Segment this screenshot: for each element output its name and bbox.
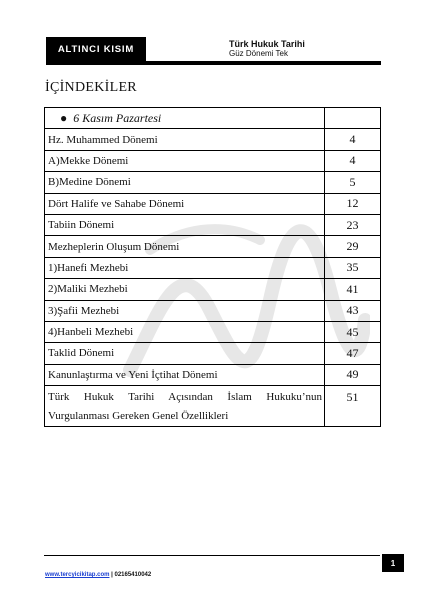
footer-phone: 02165410042 [114,572,152,578]
part-label-badge [46,37,146,61]
toc-row [45,236,381,257]
toc-item-label: Tabiin Dönemi [45,214,325,235]
bullet-icon: ● [60,110,68,125]
page-number-badge [382,554,404,572]
toc-item-label: Dört Halife ve Sahabe Dönemi [45,193,325,214]
toc-item-page: 45 [325,321,381,342]
course-subtitle: Güz Dönemi Tek [229,49,288,58]
toc-row [45,279,381,300]
toc-item-label: Kanunlaştırma ve Yeni İçtihat Dönemi [45,364,325,385]
toc-row [45,172,381,193]
toc-row [45,321,381,342]
toc-item-page: 41 [325,279,381,300]
toc-item-page: 12 [325,193,381,214]
toc-section-page [325,108,381,129]
toc-row [45,364,381,385]
toc-item-page: 29 [325,236,381,257]
toc-section-row [45,108,381,129]
toc-item-label: 1)Hanefi Mezhebi [45,257,325,278]
toc-item-label: 3)Şafii Mezhebi [45,300,325,321]
toc-item-page: 4 [325,150,381,171]
toc-item-page: 51 [325,386,381,427]
toc-item-label: A)Mekke Dönemi [45,150,325,171]
toc-row [45,129,381,150]
toc-item-page: 43 [325,300,381,321]
toc-section-label: 6 Kasım Pazartesi [73,110,162,125]
course-title: Türk Hukuk Tarihi [229,39,305,49]
toc-item-label: B)Medine Dönemi [45,172,325,193]
toc-section-cell [45,108,325,129]
toc-item-label: Taklid Dönemi [45,343,325,364]
toc-item-page: 47 [325,343,381,364]
toc-row [45,214,381,235]
toc-item-page: 49 [325,364,381,385]
header-rule [46,61,381,65]
toc-item-label: Türk Hukuk Tarihi Açısından İslam Hukuku’nun Vurgulanması Gereken Genel Özellikleri [45,386,325,427]
toc-item-label: Mezheplerin Oluşum Dönemi [45,236,325,257]
part-label: ALTINCI KISIM [57,43,135,55]
toc-row [45,386,381,427]
toc-row [45,343,381,364]
table-of-contents [44,107,381,427]
toc-item-page: 23 [325,214,381,235]
toc-item-page: 5 [325,172,381,193]
toc-item-label: 2)Maliki Mezhebi [45,279,325,300]
toc-item-label: 4)Hanbeli Mezhebi [45,321,325,342]
toc-item-page: 4 [325,129,381,150]
toc-row [45,193,381,214]
page-title: İÇİNDEKİLER [45,80,137,95]
website-link[interactable]: www.tercyicikitap.com [45,572,110,578]
page-number: 1 [390,558,396,568]
toc-item-label: Hz. Muhammed Dönemi [45,129,325,150]
footer-separator: | [111,572,113,578]
toc-item-page: 35 [325,257,381,278]
footer-rule [44,555,380,556]
toc-row [45,300,381,321]
toc-row [45,257,381,278]
toc-row [45,150,381,171]
footer-contact [45,572,151,578]
